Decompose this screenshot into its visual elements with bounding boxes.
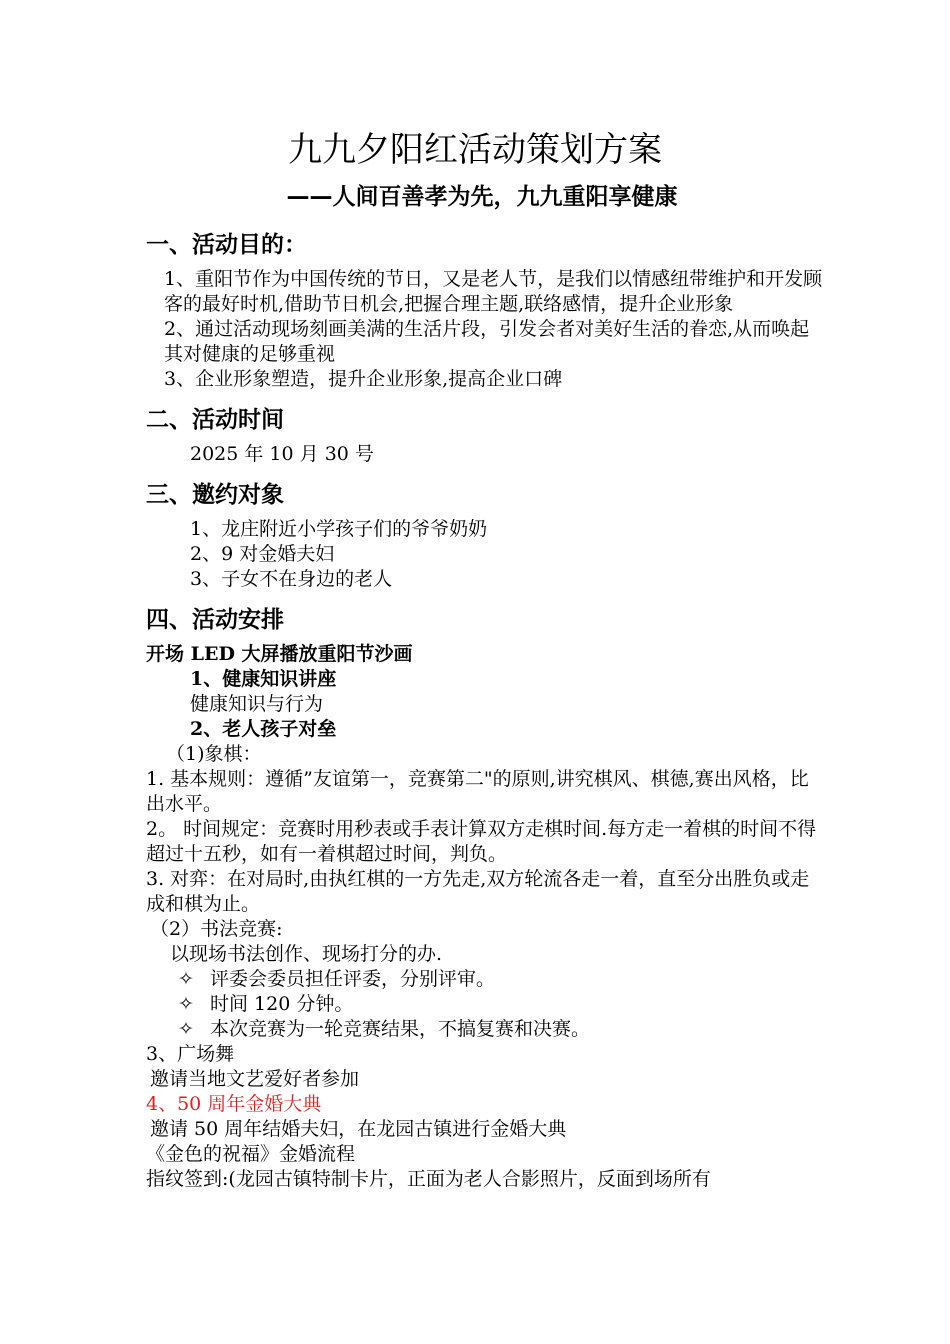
invitee-item: 1、龙庄附近小学孩子们的爷爷奶奶 xyxy=(190,518,488,540)
chess-rule-3: 3. 对弈：在对局时,由执红棋的一方先走,双方轮流各走一着，直至分出胜负或走成和棋为止。 xyxy=(146,868,810,915)
invitee-item: 3、子女不在身边的老人 xyxy=(190,568,393,590)
calligraphy-text: 以现场书法创作、现场打分的办. xyxy=(170,943,443,965)
bullet-text: 评委会委员担任评委，分别评审。 xyxy=(210,968,496,990)
bullet-text: 本次竞赛为一轮竞赛结果，不搞复赛和决赛。 xyxy=(210,1018,591,1040)
subsection-health-lecture: 1、健康知识讲座 xyxy=(190,668,337,690)
section-heading-purpose: 一、活动目的： xyxy=(146,232,307,258)
subsection-square-dance: 3、广场舞 xyxy=(146,1043,235,1065)
diamond-bullet-icon: ✧ xyxy=(178,1018,194,1040)
golden-wedding-text: 邀请 50 周年结婚夫妇，在龙园古镇进行金婚大典 xyxy=(150,1118,567,1140)
section-heading-schedule: 四、活动安排 xyxy=(146,607,284,633)
purpose-paragraph-1: 1、重阳节作为中国传统的节日，又是老人节，是我们以情感纽带维护和开发顾客的最好时机,借助节日机会,把握合理主题,联络感情，提升企业形象 xyxy=(164,268,823,315)
purpose-paragraph-2: 2、通过活动现场刻画美满的生活片段，引发会者对美好生活的眷恋,从而唤起其对健康的足够重视 xyxy=(164,318,810,365)
square-dance-text: 邀请当地文艺爱好者参加 xyxy=(150,1068,360,1090)
bullet-item xyxy=(146,1017,826,1042)
fingerprint-signin: 指纹签到:(龙园古镇特制卡片，正面为老人合影照片，反面到场所有 xyxy=(146,1168,711,1190)
opening-line: 开场 LED 大屏播放重阳节沙画 xyxy=(146,643,413,665)
purpose-paragraph-3: 3、企业形象塑造，提升企业形象,提高企业口碑 xyxy=(164,368,563,390)
subsection-golden-wedding: 4、50 周年金婚大典 xyxy=(146,1093,322,1115)
bullet-item xyxy=(146,992,826,1017)
invitee-item: 2、9 对金婚夫妇 xyxy=(190,543,335,565)
document-subtitle: ——人间百善孝为先，九九重阳享健康 xyxy=(286,184,678,210)
health-lecture-text: 健康知识与行为 xyxy=(190,693,324,715)
bullet-text: 时间 120 分钟。 xyxy=(210,993,354,1015)
document-body xyxy=(146,227,826,1192)
diamond-bullet-icon: ✧ xyxy=(178,993,194,1015)
document-title: 九九夕阳红活动策划方案 xyxy=(288,130,662,170)
calligraphy-heading: （2）书法竞赛: xyxy=(150,918,283,940)
section-heading-invitees: 三、邀约对象 xyxy=(146,482,284,508)
subsection-elder-child-match: 2、老人孩子对垒 xyxy=(190,718,337,740)
diamond-bullet-icon: ✧ xyxy=(178,968,194,990)
event-date: 2025 年 10 月 30 号 xyxy=(190,443,374,465)
bullet-item xyxy=(146,967,826,992)
chess-rule-1: 1. 基本规则：遵循”友谊第一，竞赛第二"的原则,讲究棋风、棋德,赛出风格，比出水平。 xyxy=(146,768,809,815)
golden-wedding-flow: 《金色的祝福》金婚流程 xyxy=(146,1143,356,1165)
chess-heading: （1)象棋： xyxy=(166,743,262,765)
section-heading-time: 二、活动时间 xyxy=(146,407,284,433)
chess-rule-2: 2。 时间规定：竞赛时用秒表或手表计算双方走棋时间.每方走一着棋的时间不得超过十五秒，如有一着棋超过时间，判负。 xyxy=(146,818,817,865)
